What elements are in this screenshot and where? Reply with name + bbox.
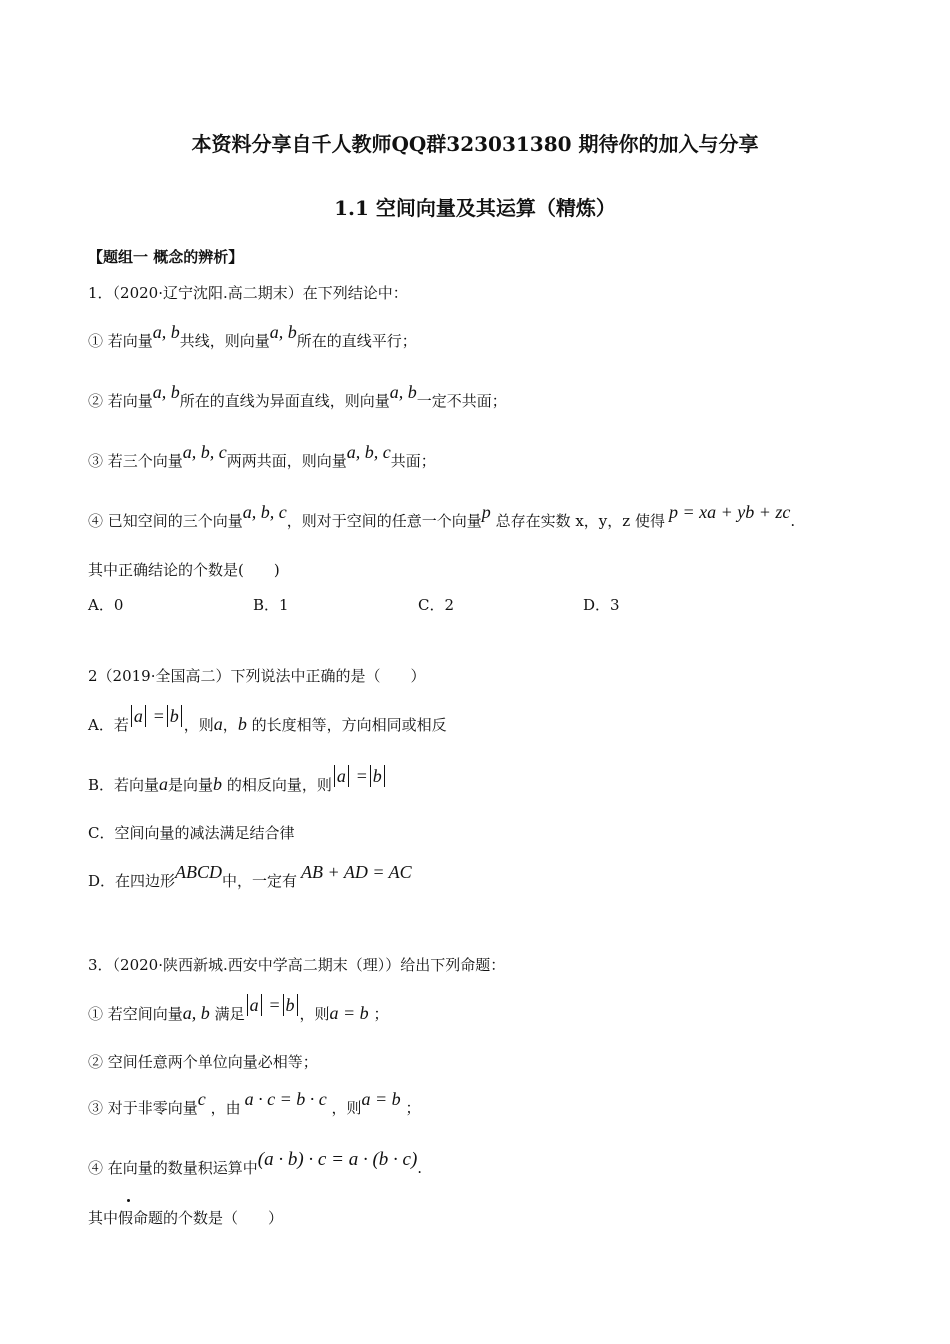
text: 共面； [390, 452, 436, 470]
text: ，则 [299, 1005, 330, 1023]
q3-statement-2: ② 空间任意两个单位向量必相等； [88, 1053, 318, 1071]
math-dot-equality: a · c = b · c [244, 1089, 327, 1109]
text: ① 若向量 [88, 332, 153, 350]
text: ，由 [210, 1099, 241, 1117]
math-b: b [169, 706, 179, 726]
q1-choice-d: D．3 [583, 596, 620, 614]
q3-count-question: 其中假命题的个数是（ ） [88, 1209, 284, 1227]
text: ④ 在向量的数量积运算中 [88, 1159, 258, 1177]
q2-option-a [88, 706, 447, 735]
text: ，则 [331, 1099, 362, 1117]
text: B．若向量 [88, 776, 160, 794]
math-a: a [159, 774, 169, 794]
text: 总存在实数 x，y，z 使得 [495, 512, 665, 530]
math-vectors: a, b, c [242, 502, 287, 522]
q1-statement-3 [88, 442, 436, 471]
page-title: 1.1 空间向量及其运算（精炼） [334, 196, 616, 220]
math-a: a [249, 995, 259, 1015]
text: 共线，则向量 [179, 332, 270, 350]
text: ，则 [183, 716, 214, 734]
text: 满足 [214, 1005, 245, 1023]
q2-option-d [88, 862, 412, 891]
text: ③ 若三个向量 [88, 452, 183, 470]
section-label: 【题组一 概念的辨析】 [88, 248, 244, 266]
q3-statement-4 [88, 1149, 423, 1179]
math-a: a [133, 706, 143, 726]
math-b: b [213, 774, 223, 794]
text: . [417, 1159, 423, 1177]
q1-choice-b: B．1 [253, 596, 289, 614]
math-quadrilateral: ABCD [175, 862, 223, 882]
text: 两两共面，则向量 [226, 452, 347, 470]
math-eq: = [355, 766, 368, 786]
q2-option-b [88, 766, 387, 795]
math-c: c [197, 1089, 206, 1109]
text: ② 若向量 [88, 392, 153, 410]
math-vectors: a, b, c [346, 442, 391, 462]
text: . [790, 512, 796, 530]
text: 所在的直线为异面直线，则向量 [179, 392, 390, 410]
q2-option-c: C．空间向量的减法满足结合律 [88, 824, 295, 842]
math-b: b [372, 766, 382, 786]
q1-statement-4 [88, 502, 796, 531]
math-eq: = [152, 706, 165, 726]
text: 一定不共面； [416, 392, 507, 410]
math-a-equals-b: a = b [329, 1003, 369, 1023]
text: 中，一定有 [222, 872, 298, 890]
q1-stem: 1．（2020·辽宁沈阳.高二期末）在下列结论中： [88, 284, 408, 302]
text: A．若 [88, 716, 129, 734]
math-vector-sum: AB + AD = AC [301, 862, 412, 882]
math-vectors: a, b [269, 322, 297, 342]
q3-statement-3 [88, 1089, 421, 1118]
math-b: b [237, 714, 247, 734]
q1-statement-1 [88, 322, 417, 351]
math-a: a [213, 714, 223, 734]
math-eq: = [268, 995, 281, 1015]
math-vector-p: p [481, 502, 491, 522]
math-vectors: a, b [152, 382, 180, 402]
text: 的相反向量，则 [226, 776, 332, 794]
math-vectors: a, b [389, 382, 417, 402]
q2-stem: 2（2019·全国高二）下列说法中正确的是（ ） [88, 667, 426, 685]
math-vectors: a, b, c [182, 442, 227, 462]
share-banner: 本资料分享自千人教师QQ群323031380 期待你的加入与分享 [191, 132, 759, 156]
text: ③ 对于非零向量 [88, 1099, 198, 1117]
text: 所在的直线平行； [296, 332, 417, 350]
emphasis-dot [127, 1199, 130, 1202]
text: ， [222, 716, 238, 734]
math-a-equals-b: a = b [361, 1089, 401, 1109]
q1-count-question: 其中正确结论的个数是( ) [88, 561, 280, 579]
math-linear-combination: p = xa + yb + zc [668, 502, 791, 522]
text: ④ 已知空间的三个向量 [88, 512, 243, 530]
text: ； [373, 1005, 389, 1023]
text: 是向量 [168, 776, 214, 794]
q1-choice-c: C．2 [418, 596, 455, 614]
math-a: a [336, 766, 346, 786]
math-associativity: (a · b) · c = a · (b · c) [257, 1149, 418, 1170]
text: ； [405, 1099, 421, 1117]
q3-stem: 3．（2020·陕西新城.西安中学高二期末（理））给出下列命题： [88, 956, 506, 974]
text: D．在四边形 [88, 872, 176, 890]
q3-statement-1 [88, 995, 389, 1024]
math-vectors: a, b [182, 1003, 210, 1023]
text: 的长度相等，方向相同或相反 [251, 716, 447, 734]
text: ① 若空间向量 [88, 1005, 183, 1023]
text: ，则对于空间的任意一个向量 [286, 512, 482, 530]
math-b: b [285, 995, 295, 1015]
math-vectors: a, b [152, 322, 180, 342]
q1-choice-a: A．0 [88, 596, 124, 614]
q1-statement-2 [88, 382, 507, 411]
